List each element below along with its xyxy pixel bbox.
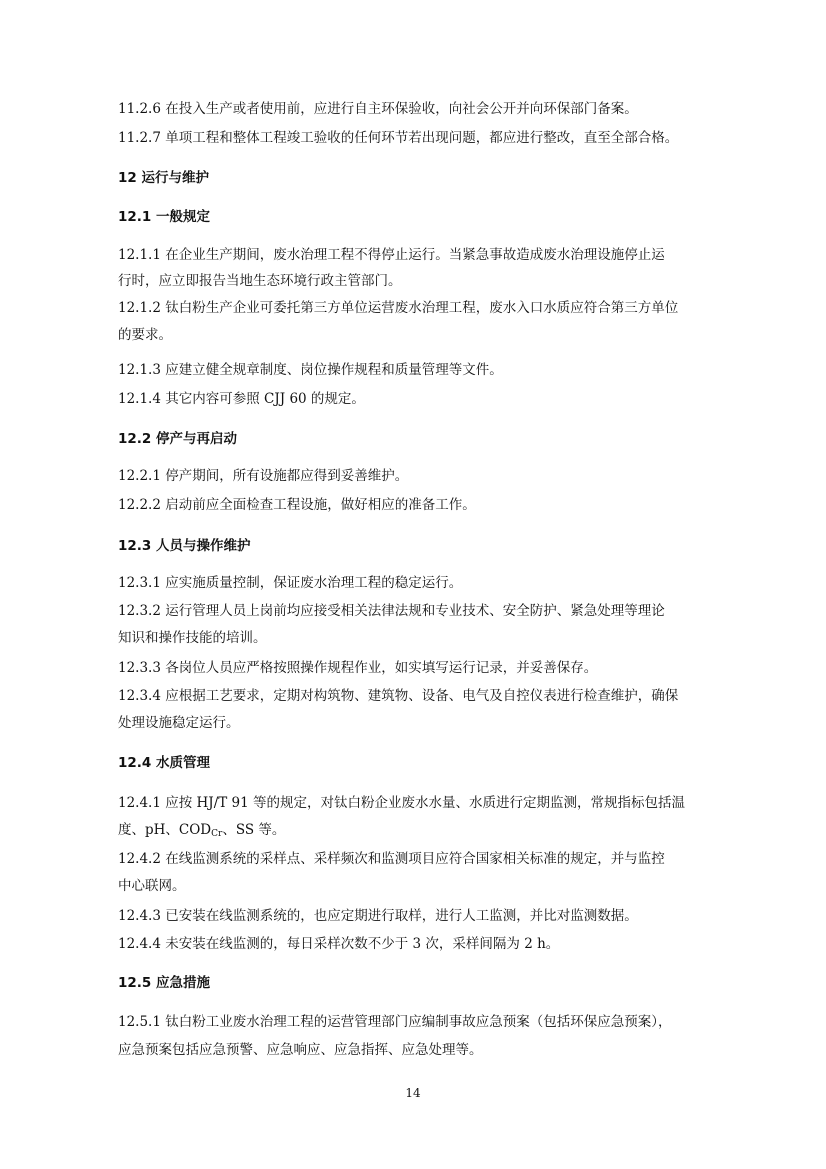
section-heading-12-5: 12.5 应急措施 xyxy=(118,975,211,991)
clause-12-1-2: 12.1.2 钛白粉生产企业可委托第三方单位运营废水治理工程，废水入口水质应符合第三方单位 xyxy=(118,300,679,316)
clause-11-2-7: 11.2.7 单项工程和整体工程竣工验收的任何环节若出现问题，都应进行整改，直至全部合格。 xyxy=(118,130,679,146)
clause-12-1-2-cont: 的要求。 xyxy=(118,327,172,343)
clause-12-1-4: 12.1.4 其它内容可参照 CJJ 60 的规定。 xyxy=(118,391,365,407)
clause-12-3-3: 12.3.3 各岗位人员应严格按照操作规程作业，如实填写运行记录，并妥善保存。 xyxy=(118,660,598,676)
clause-12-2-2: 12.2.2 启动前应全面检查工程设施，做好相应的准备工作。 xyxy=(118,497,476,513)
clause-12-4-4: 12.4.4 未安装在线监测的，每日采样次数不少于 3 次，采样间隔为 2 h。 xyxy=(118,936,560,952)
clause-12-2-1: 12.2.1 停产期间，所有设施都应得到妥善维护。 xyxy=(118,468,409,484)
clause-12-4-2-cont: 中心联网。 xyxy=(118,878,186,894)
clause-12-3-1: 12.3.1 应实施质量控制，保证废水治理工程的稳定运行。 xyxy=(118,575,463,591)
clause-12-1-1: 12.1.1 在企业生产期间，废水治理工程不得停止运行。当紧急事故造成废水治理设施停止运 xyxy=(118,247,665,263)
clause-12-3-4: 12.3.4 应根据工艺要求，定期对构筑物、建筑物、设备、电气及自控仪表进行检查维护，确保 xyxy=(118,688,679,704)
clause-12-4-1: 12.4.1 应按 HJ/T 91 等的规定，对钛白粉企业废水水量、水质进行定期监测，常规指标包括温 xyxy=(118,795,686,811)
clause-12-1-1-cont: 行时，应立即报告当地生态环境行政主管部门。 xyxy=(118,273,402,289)
section-heading-12-4: 12.4 水质管理 xyxy=(118,755,211,771)
clause-12-5-1-cont: 应急预案包括应急预警、应急响应、应急指挥、应急处理等。 xyxy=(118,1042,483,1058)
clause-12-3-2: 12.3.2 运行管理人员上岗前均应接受相关法律法规和专业技术、安全防护、紧急处理等理论 xyxy=(118,603,665,619)
clause-12-4-1-cont: 度、pH、$COD_{Cr}$、SS 等。 xyxy=(118,822,286,839)
section-heading-12-2: 12.2 停产与再启动 xyxy=(118,431,238,447)
section-heading-12-3: 12.3 人员与操作维护 xyxy=(118,538,251,554)
section-heading-12-1: 12.1 一般规定 xyxy=(118,209,211,225)
clause-11-2-6: 11.2.6 在投入生产或者使用前，应进行自主环保验收，向社会公开并向环保部门备案。 xyxy=(118,101,638,117)
clause-12-4-2: 12.4.2 在线监测系统的采样点、采样频次和监测项目应符合国家相关标准的规定，并与监控 xyxy=(118,851,665,867)
section-heading-12: 12 运行与维护 xyxy=(118,170,209,186)
clause-12-5-1: 12.5.1 钛白粉工业废水治理工程的运营管理部门应编制事故应急预案（包括环保应急预案）， xyxy=(118,1014,672,1030)
clause-12-3-2-cont: 知识和操作技能的培训。 xyxy=(118,630,267,646)
clause-12-4-3: 12.4.3 已安装在线监测系统的，也应定期进行取样，进行人工监测，并比对监测数据。 xyxy=(118,908,638,924)
clause-12-3-4-cont: 处理设施稳定运行。 xyxy=(118,715,240,731)
clause-12-1-3: 12.1.3 应建立健全规章制度、岗位操作规程和质量管理等文件。 xyxy=(118,362,503,378)
page-number: 14 xyxy=(405,1086,421,1100)
